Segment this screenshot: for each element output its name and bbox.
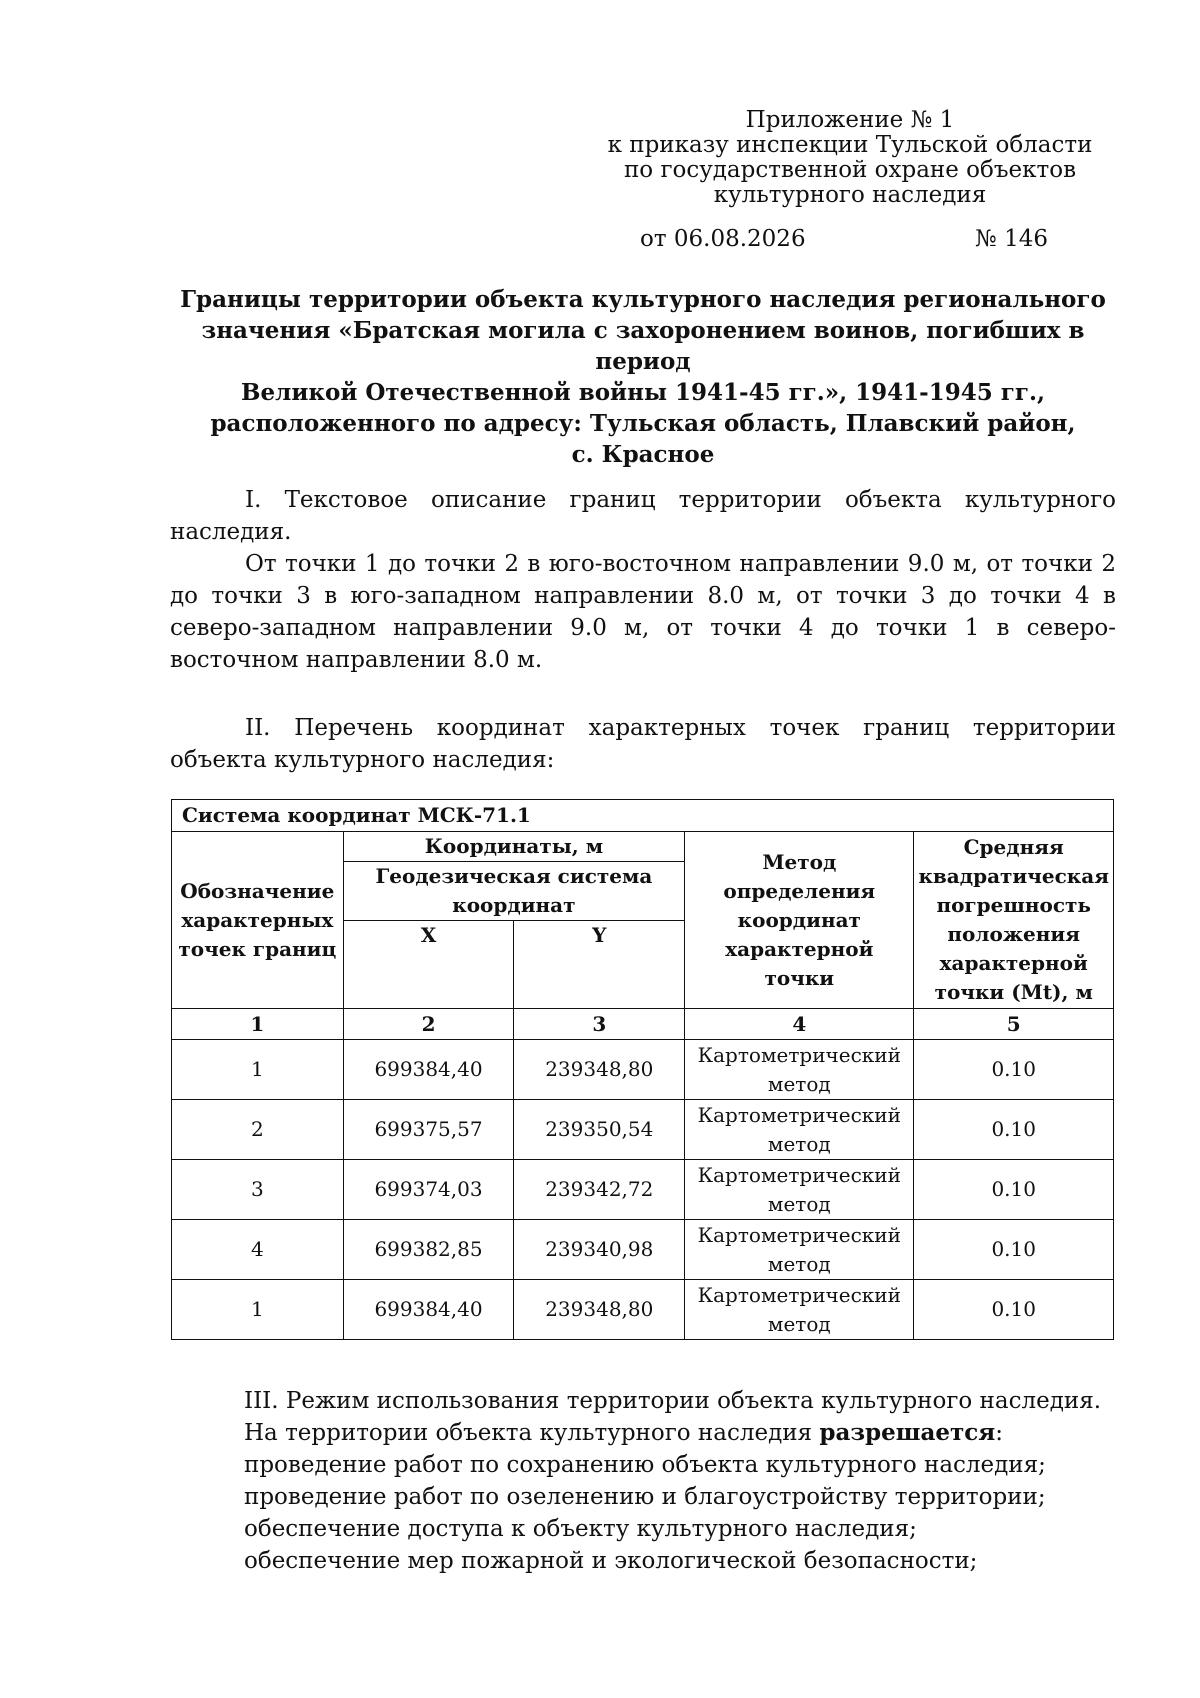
table-row [172,1040,1114,1100]
document-title [170,284,1116,470]
title-line-1: Границы территории объекта культурного наследия регионального [180,286,1106,313]
table-row [172,1280,1114,1340]
table-row [172,1160,1114,1220]
header-coordinates: Координаты, м [343,832,685,862]
section-3 [244,1385,1144,1577]
column-number: 2 [343,1009,514,1040]
cell-x: 699384,40 [343,1280,514,1340]
title-line-3: Великой Отечественной войны 1941-45 гг.», 1941-1945 гг., [241,379,1045,406]
cell-x: 699374,03 [343,1160,514,1220]
list-item: обеспечение мер пожарной и экологической безопасности; [244,1548,978,1574]
appendix-line-1: Приложение № 1 [745,107,955,133]
column-number: 4 [685,1009,914,1040]
cell-y: 239342,72 [514,1160,685,1220]
cell-y: 239350,54 [514,1100,685,1160]
section-1-heading: I. Текстовое описание границ территории объекта культурного наследия. [170,487,1116,545]
column-number: 5 [914,1009,1114,1040]
list-item: проведение работ по озеленению и благоустройству территории; [244,1484,1046,1510]
cell-method: Картометрический метод [685,1160,914,1220]
cell-error: 0.10 [914,1220,1114,1280]
section-3-heading: III. Режим использования территории объекта культурного наследия. [244,1388,1102,1414]
appendix-line-2: к приказу инспекции Тульской области [607,132,1093,158]
coordinate-system-label: Система координат МСК-71.1 [172,800,1114,832]
cell-x: 699382,85 [343,1220,514,1280]
coordinates-table [171,799,1114,1340]
list-item: проведение работ по сохранению объекта культурного наследия; [244,1452,1046,1478]
cell-method: Картометрический метод [685,1280,914,1340]
cell-method: Картометрический метод [685,1220,914,1280]
header-geodetic-system: Геодезическая система координат [343,862,685,921]
section-2-heading: II. Перечень координат характерных точек границ территории объекта культурного наследия: [170,715,1116,773]
header-x: X [343,921,514,1009]
column-number: 1 [172,1009,344,1040]
header-y: Y [514,921,685,1009]
table-row [172,1220,1114,1280]
section-1-description: От точки 1 до точки 2 в юго-восточном направлении 9.0 м, от точки 2 до точки 3 в юго-западном направлении 8.0 м, от точки 3 до точки 4 в северо-западном направлении 9.0 м, от точки 4 до точки 1 в северо-восточном направлении 8.0 м. [170,551,1116,673]
cell-point: 1 [172,1040,344,1100]
cell-error: 0.10 [914,1280,1114,1340]
cell-method: Картометрический метод [685,1100,914,1160]
allowed-keyword: разрешается [819,1419,996,1446]
title-line-5: с. Красное [571,441,715,468]
list-item: обеспечение доступа к объекту культурного наследия; [244,1516,917,1542]
header-error: Средняя квадратическая погрешность положения характерной точки (Mt), м [914,832,1114,1009]
cell-method: Картометрический метод [685,1040,914,1100]
column-number: 3 [514,1009,685,1040]
order-date: от 06.08.2026 [640,226,806,252]
header-point-designation: Обозначение характерных точек границ [172,832,344,1009]
cell-y: 239348,80 [514,1040,685,1100]
cell-y: 239340,98 [514,1220,685,1280]
cell-point: 3 [172,1160,344,1220]
cell-point: 1 [172,1280,344,1340]
cell-error: 0.10 [914,1160,1114,1220]
section-3-intro: На территории объекта культурного наследия разрешается: [244,1419,1004,1446]
cell-error: 0.10 [914,1040,1114,1100]
title-line-2: значения «Братская могила с захоронением воинов, погибших в период [201,317,1085,375]
title-line-4: расположенного по адресу: Тульская область, Плавский район, [210,410,1076,437]
cell-x: 699384,40 [343,1040,514,1100]
order-number: № 146 [975,226,1048,252]
table-row [172,1100,1114,1160]
cell-x: 699375,57 [343,1100,514,1160]
appendix-line-4: культурного наследия [713,182,987,208]
cell-error: 0.10 [914,1100,1114,1160]
header-method: Метод определения координат характерной точки [685,832,914,1009]
cell-point: 4 [172,1220,344,1280]
appendix-line-3: по государственной охране объектов [623,157,1077,183]
cell-y: 239348,80 [514,1280,685,1340]
appendix-header [600,108,1100,208]
cell-point: 2 [172,1100,344,1160]
